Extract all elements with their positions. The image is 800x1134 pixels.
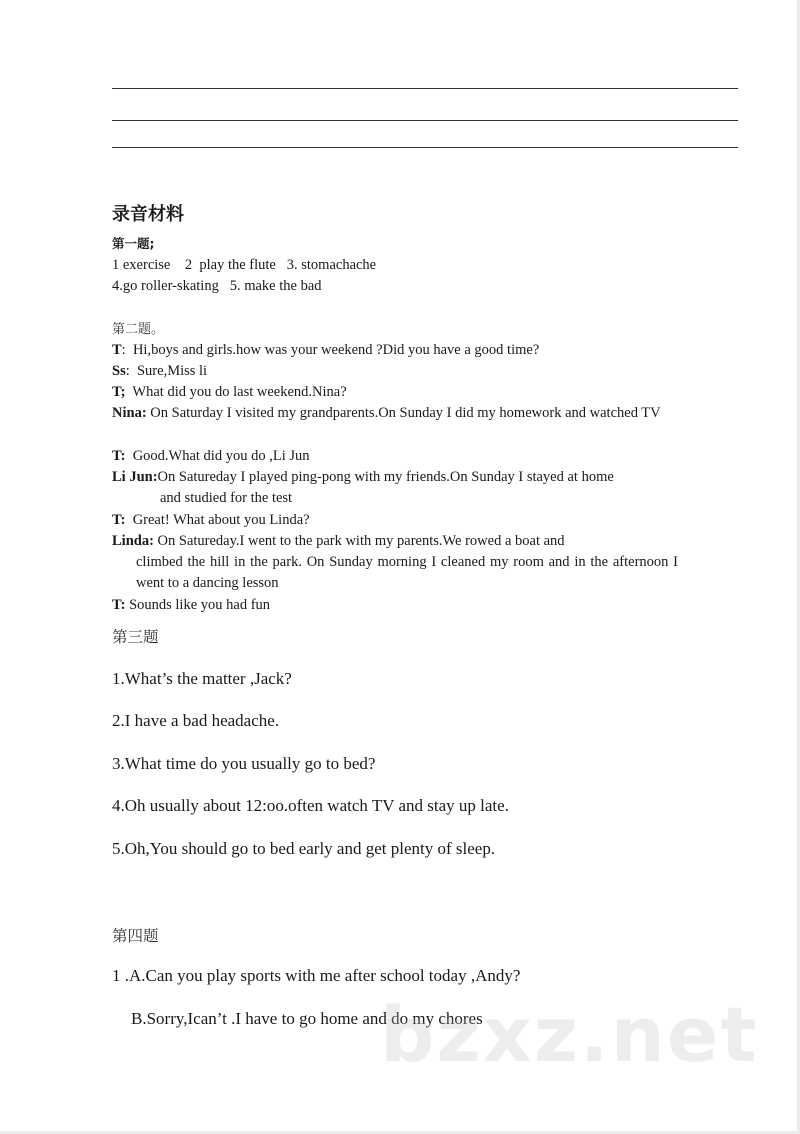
part1-title: 第一题; — [112, 236, 155, 251]
dialogue-line-t1 — [112, 340, 539, 361]
speaker-label: Nina: — [112, 405, 147, 421]
speaker-label: T: — [112, 448, 126, 464]
speaker-label: Li Jun: — [112, 469, 158, 485]
dialogue-line-nina — [112, 403, 678, 424]
part3-title: 第三题 — [112, 628, 159, 646]
part4-question-1-b: B.Sorry,Ican’t .I have to go home and do my chores — [131, 1009, 483, 1028]
part3-line-4: 4.Oh usually about 12:oo.often watch TV and stay up late. — [112, 796, 509, 815]
dialogue-text: Sounds like you had fun — [125, 597, 271, 613]
answer-line-1 — [112, 88, 738, 89]
dialogue-line-t5 — [112, 595, 270, 616]
speaker-label: T; — [112, 384, 126, 400]
speaker-label: T: — [112, 512, 126, 528]
dialogue-line-lijun — [112, 467, 614, 488]
part3-line-5: 5.Oh,You should go to bed early and get plenty of sleep. — [112, 839, 496, 858]
part4-title: 第四题 — [112, 927, 159, 945]
part3-line-1: 1.What’s the matter ,Jack? — [112, 669, 292, 688]
dialogue-text: Great! What about you Linda? — [125, 512, 310, 528]
dialogue-line-linda — [112, 531, 565, 552]
dialogue-line-t2 — [112, 382, 347, 403]
watermark: bzxz.net — [380, 990, 759, 1079]
dialogue-line-lijun-cont: and studied for the test — [160, 490, 293, 506]
part1-line-1: 1 exercise 2 play the flute 3. stomachache — [112, 257, 377, 273]
part2-title: 第二题。 — [112, 322, 165, 337]
dialogue-line-ss — [112, 361, 207, 382]
part1-line-2: 4.go roller-skating 5. make the bad — [112, 278, 322, 294]
speaker-label: T: — [112, 597, 126, 613]
part4-question-1-a: 1 .A.Can you play sports with me after school today ,Andy? — [112, 966, 521, 985]
dialogue-text: : Sure,Miss li — [125, 363, 208, 379]
speaker-label: Ss — [112, 363, 126, 379]
dialogue-text: Good.What did you do ,Li Jun — [125, 448, 310, 464]
dialogue-line-linda-cont: climbed the hill in the park. On Sunday morning I cleaned my room and in the afternoon I went to a dancing lesson — [136, 554, 678, 591]
dialogue-text: On Satureday.I went to the park with my parents.We rowed a boat and — [153, 533, 565, 549]
dialogue-line-t3 — [112, 446, 310, 467]
dialogue-text: : Hi,boys and girls.how was your weekend ?Did you have a good time? — [121, 342, 540, 358]
speaker-label: Linda: — [112, 533, 154, 549]
section-heading: 录音材料 — [112, 204, 184, 225]
answer-line-2 — [112, 120, 738, 121]
speaker-label: T — [112, 342, 122, 358]
dialogue-line-t4 — [112, 510, 310, 531]
answer-line-3 — [112, 147, 738, 148]
part3-line-3: 3.What time do you usually go to bed? — [112, 754, 376, 773]
dialogue-text: On Saturday I visited my grandparents.On Sunday I did my homework and watched TV — [146, 405, 661, 421]
dialogue-text: On Satureday I played ping-pong with my friends.On Sunday I stayed at home — [157, 469, 614, 485]
part3-line-2: 2.I have a bad headache. — [112, 711, 280, 730]
dialogue-text: What did you do last weekend.Nina? — [125, 384, 347, 400]
